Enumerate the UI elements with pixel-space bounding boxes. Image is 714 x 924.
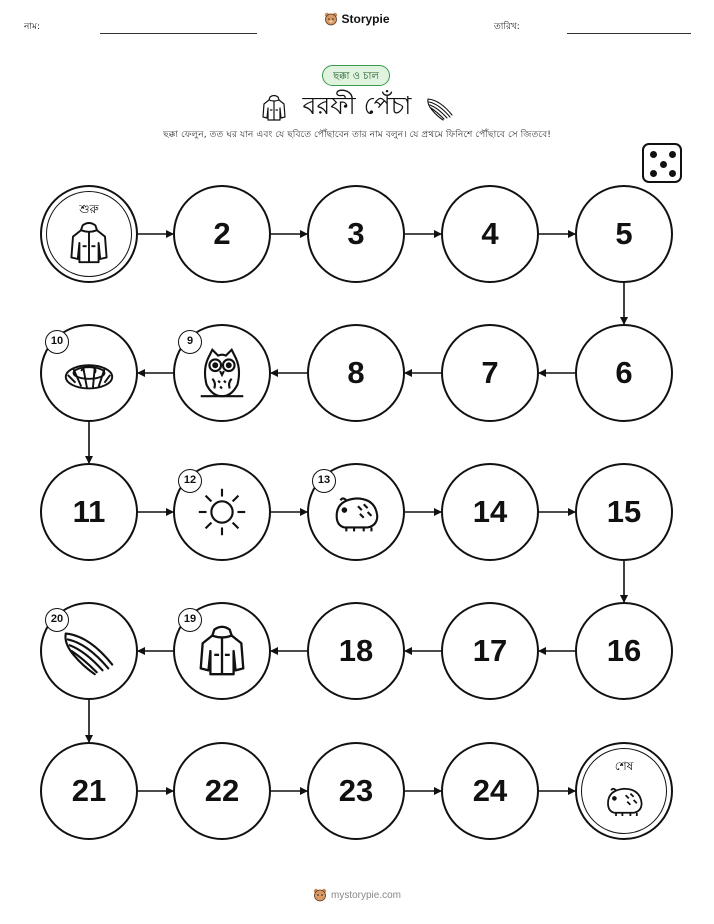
game-type-tag: ছক্কা ও চাল xyxy=(322,65,390,86)
instructions: ছক্কা ফেলুন, তত ঘর যান এবং যে ছবিতে পৌঁছাবেন তার নাম বলুন। যে প্রথমে ফিনিশে পৌঁছাবে সে জিতবে! xyxy=(163,129,551,140)
board-cell-2 xyxy=(173,185,271,283)
board-cell-14 xyxy=(441,463,539,561)
cell-number: 4 xyxy=(481,216,499,251)
title-text: বরফী পেঁচা xyxy=(302,91,412,120)
board-cell-15 xyxy=(575,463,673,561)
cell-number: 3 xyxy=(347,216,365,251)
board-cell-11 xyxy=(40,463,138,561)
cell-number: 21 xyxy=(71,773,107,808)
cell-number: 22 xyxy=(204,773,240,808)
board-cell-18 xyxy=(307,602,405,700)
footer-url: mystorypie.com xyxy=(330,889,401,901)
date-label: তারিখ: xyxy=(494,22,520,32)
cell-number-badge: 20 xyxy=(45,608,69,632)
lemming-icon xyxy=(598,776,650,824)
cell-number-badge: 12 xyxy=(178,469,202,493)
board-cell-5 xyxy=(575,185,673,283)
cell-number: 17 xyxy=(472,633,508,668)
board-cell-22 xyxy=(173,742,271,840)
cell-number-badge: 19 xyxy=(178,608,202,632)
finish-cell xyxy=(575,742,673,840)
nest-icon xyxy=(60,344,118,402)
name-label: নাম: xyxy=(24,22,41,32)
cell-number: 2 xyxy=(213,216,231,251)
cell-number: 11 xyxy=(72,494,106,529)
footer xyxy=(0,888,714,905)
cell-number: 15 xyxy=(606,494,642,529)
jacket-icon xyxy=(193,622,251,680)
start-label: শুরু xyxy=(79,202,99,216)
board-cell-16 xyxy=(575,602,673,700)
board-cell-3 xyxy=(307,185,405,283)
brand-name: Storypie xyxy=(341,12,390,26)
board-cell-17 xyxy=(441,602,539,700)
cell-number: 24 xyxy=(472,773,508,808)
cell-number: 14 xyxy=(472,494,508,529)
board-cell-6 xyxy=(575,324,673,422)
board-cell-7 xyxy=(441,324,539,422)
cell-number: 8 xyxy=(347,355,365,390)
bear-logo-icon xyxy=(313,888,327,902)
start-cell xyxy=(40,185,138,283)
jacket-icon xyxy=(63,219,115,267)
board-cell-23 xyxy=(307,742,405,840)
cell-number: 7 xyxy=(481,355,499,390)
board-cell-24 xyxy=(441,742,539,840)
cell-number: 5 xyxy=(615,216,633,251)
cell-number: 6 xyxy=(615,355,633,390)
cell-number-badge: 9 xyxy=(178,330,202,354)
cell-number: 23 xyxy=(338,773,374,808)
board-cell-21 xyxy=(40,742,138,840)
sun-icon xyxy=(193,483,251,541)
cell-number: 16 xyxy=(606,633,642,668)
board-cell-4 xyxy=(441,185,539,283)
cell-number: 18 xyxy=(338,633,374,668)
lemming-icon xyxy=(327,483,385,541)
cell-number-badge: 10 xyxy=(45,330,69,354)
board-cell-8 xyxy=(307,324,405,422)
owl-icon xyxy=(193,344,251,402)
finish-label: শেষ xyxy=(614,759,634,773)
cell-number-badge: 13 xyxy=(312,469,336,493)
wing-icon xyxy=(60,622,118,680)
